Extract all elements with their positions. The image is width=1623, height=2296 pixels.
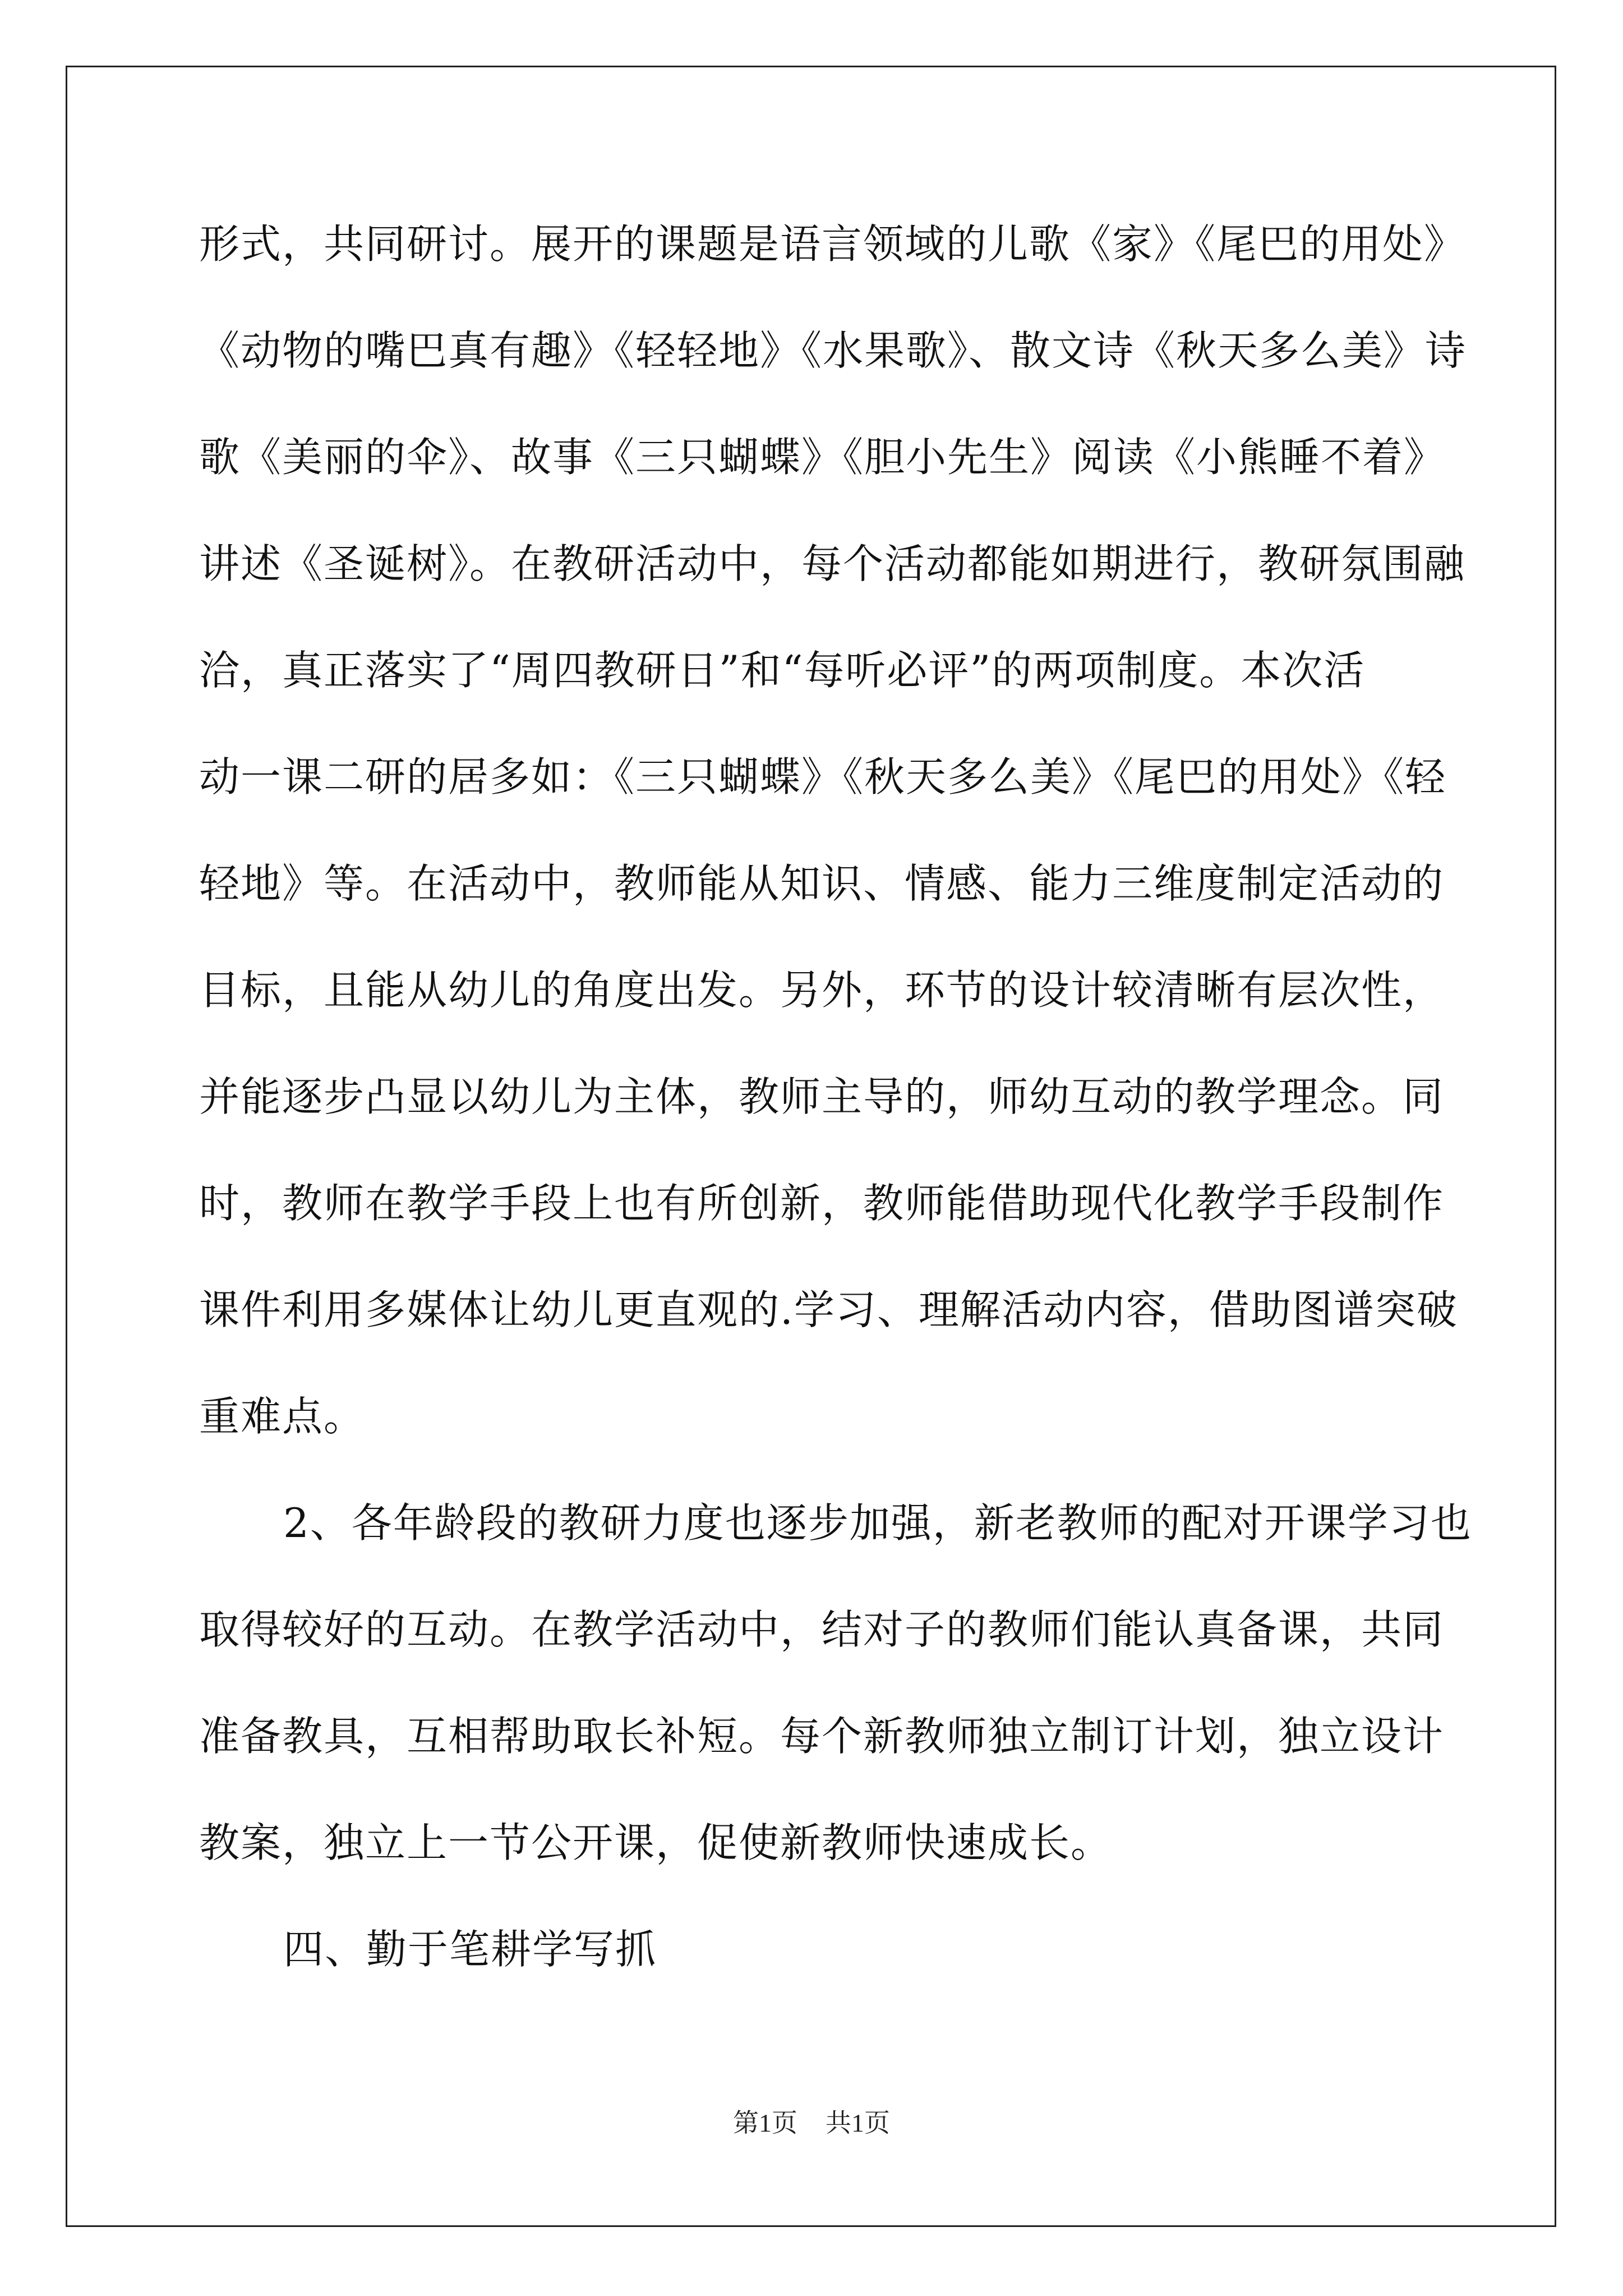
paragraph-line: 歌《美丽的伞》、故事《三只蝴蝶》《胆小先生》阅读《小熊睡不着》 [199,434,1446,481]
paragraph-line: 重难点。 [199,1393,366,1440]
paragraph-line: 讲述《圣诞树》。在教研活动中，每个活动都能如期进行，教研氛围融 [199,540,1466,587]
paragraph-line: 动一课二研的居多如：《三只蝴蝶》《秋天多么美》《尾巴的用处》《轻 [199,753,1447,800]
document-body [199,191,1472,2003]
paragraph-line: 时，教师在教学手段上也有所创新，教师能借助现代化教学手段制作 [199,1180,1445,1227]
paragraph-line: 洽，真正落实了“周四教研日”和“每听必评”的两项制度。本次活 [199,647,1366,694]
paragraph-line: 2、各年龄段的教研力度也逐步加强，新老教师的配对开课学习也 [283,1499,1472,1547]
paragraph-line: 教案，独立上一节公开课，促使新教师快速成长。 [199,1819,1113,1866]
section-heading: 四、勤于笔耕学写抓 [283,1926,657,1973]
page-total: 共1页 [826,2109,890,2137]
page-number: 第1页 [733,2109,797,2137]
page-footer [0,2106,1623,2140]
paragraph-line: 目标，且能从幼儿的角度出发。另外，环节的设计较清晰有层次性， [199,967,1445,1014]
paragraph-line: 取得较好的互动。在教学活动中，结对子的教师们能认真备课，共同 [199,1606,1445,1653]
paragraph-line: 形式，共同研讨。展开的课题是语言领域的儿歌《家》《尾巴的用处》 [199,220,1466,268]
paragraph-line: 并能逐步凸显以幼儿为主体，教师主导的，师幼互动的教学理念。同 [199,1073,1445,1120]
paragraph-line: 课件利用多媒体让幼儿更直观的.学习、理解活动内容，借助图谱突破 [199,1286,1458,1333]
paragraph-line: 《动物的嘴巴真有趣》《轻轻地》《水果歌》、散文诗《秋天多么美》诗 [199,327,1467,374]
paragraph-line: 准备教具，互相帮助取长补短。每个新教师独立制订计划，独立设计 [199,1713,1445,1760]
paragraph-line: 轻地》等。在活动中，教师能从知识、情感、能力三维度制定活动的 [199,860,1445,907]
